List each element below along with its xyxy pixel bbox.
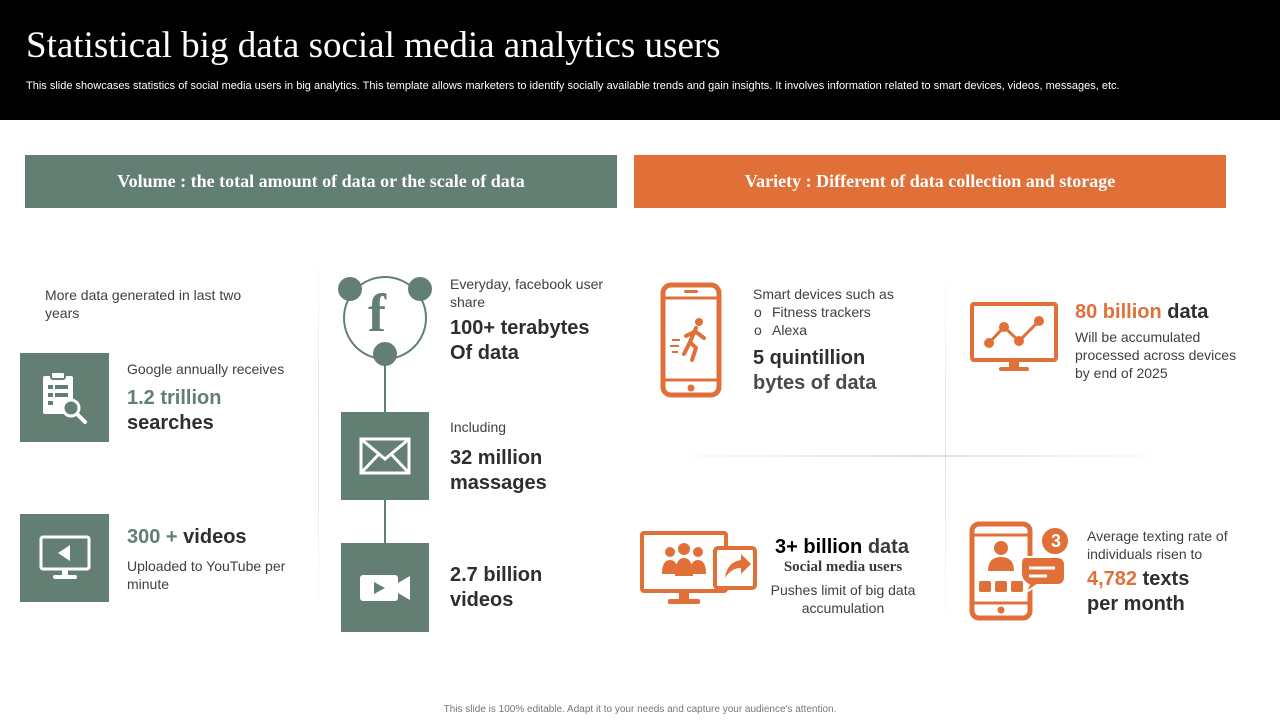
eighty-billion-desc: Will be accumulated processed across devices by end of 2025 [1075, 329, 1237, 381]
volume-banner: Volume : the total amount of data or the scale of data [25, 155, 617, 208]
clipboard-search-icon [39, 370, 91, 426]
monitor-play-icon [38, 534, 92, 582]
separator-volume [318, 245, 319, 625]
texting-headline [1087, 567, 1189, 592]
messages-lead: Including [450, 419, 507, 435]
smart-devices-unit: bytes of data [753, 372, 877, 394]
social-label: Social media users [783, 559, 903, 575]
facebook-icon: f [368, 283, 386, 343]
texting-unit2: per month [1087, 593, 1185, 615]
youtube-desc: Uploaded to YouTube per minute [127, 558, 286, 592]
videos-tile [341, 543, 429, 632]
smart-device-item: o Alexa [754, 321, 871, 339]
youtube-value: 300 + [127, 526, 178, 548]
footer-note: This slide is 100% editable. Adapt it to your needs and capture your audience's attention. [443, 704, 837, 715]
texting-unit: texts [1142, 568, 1190, 590]
page-subtitle: This slide showcases statistics of social media users in big analytics. This template allows marketers to identify socially available trends and gain insights. It involves information related to smart devices, videos, messages, etc. [26, 80, 1120, 92]
google-lead: Google annually receives [127, 361, 285, 377]
variety-banner: Variety : Different of data collection and storage [634, 155, 1226, 208]
social-value: 3+ billion [775, 536, 863, 558]
youtube-tile [20, 514, 109, 602]
social-headline [775, 535, 909, 560]
volume-intro: More data generated in last two years [45, 287, 242, 321]
smart-device-item: o Fitness trackers [754, 303, 871, 321]
messages-tile [341, 412, 429, 500]
social-desc: Pushes limit of big data accumulation [770, 582, 916, 616]
smart-devices-value: 5 quintillion [753, 347, 866, 369]
videos-value: 2.7 billion [450, 564, 543, 586]
smart-devices-list [754, 303, 871, 339]
messages-unit: massages [450, 472, 547, 494]
separator-variety-horizontal [660, 455, 1180, 457]
video-camera-icon [358, 573, 412, 603]
videos-unit: videos [450, 589, 514, 611]
google-value: 1.2 trillion [127, 387, 222, 409]
facebook-unit: Of data [450, 342, 519, 364]
envelope-icon [359, 437, 411, 475]
eighty-billion-unit: data [1167, 301, 1209, 323]
texting-value: 4,782 [1087, 568, 1138, 590]
eighty-billion-headline [1075, 300, 1208, 325]
page-title: Statistical big data social media analytics users [26, 25, 721, 66]
texting-lead: Average texting rate of individuals risen to [1087, 528, 1228, 562]
google-search-tile [20, 353, 109, 442]
messages-value: 32 million [450, 447, 543, 469]
monitor-analytics-icon [969, 301, 1059, 375]
facebook-value: 100+ terabytes [450, 317, 590, 339]
smartphone-running-icon [660, 282, 722, 398]
social-users-monitor-icon [639, 530, 759, 610]
google-unit: searches [127, 412, 214, 434]
eighty-billion-value: 80 billion [1075, 301, 1162, 323]
youtube-headline [127, 525, 247, 550]
smart-devices-lead: Smart devices such as [753, 286, 894, 302]
notification-badge: 3 [1050, 531, 1061, 551]
youtube-unit: videos [183, 526, 247, 548]
separator-variety-vertical [945, 260, 946, 635]
facebook-lead: Everyday, facebook user share [450, 276, 604, 310]
social-unit: data [867, 536, 909, 558]
